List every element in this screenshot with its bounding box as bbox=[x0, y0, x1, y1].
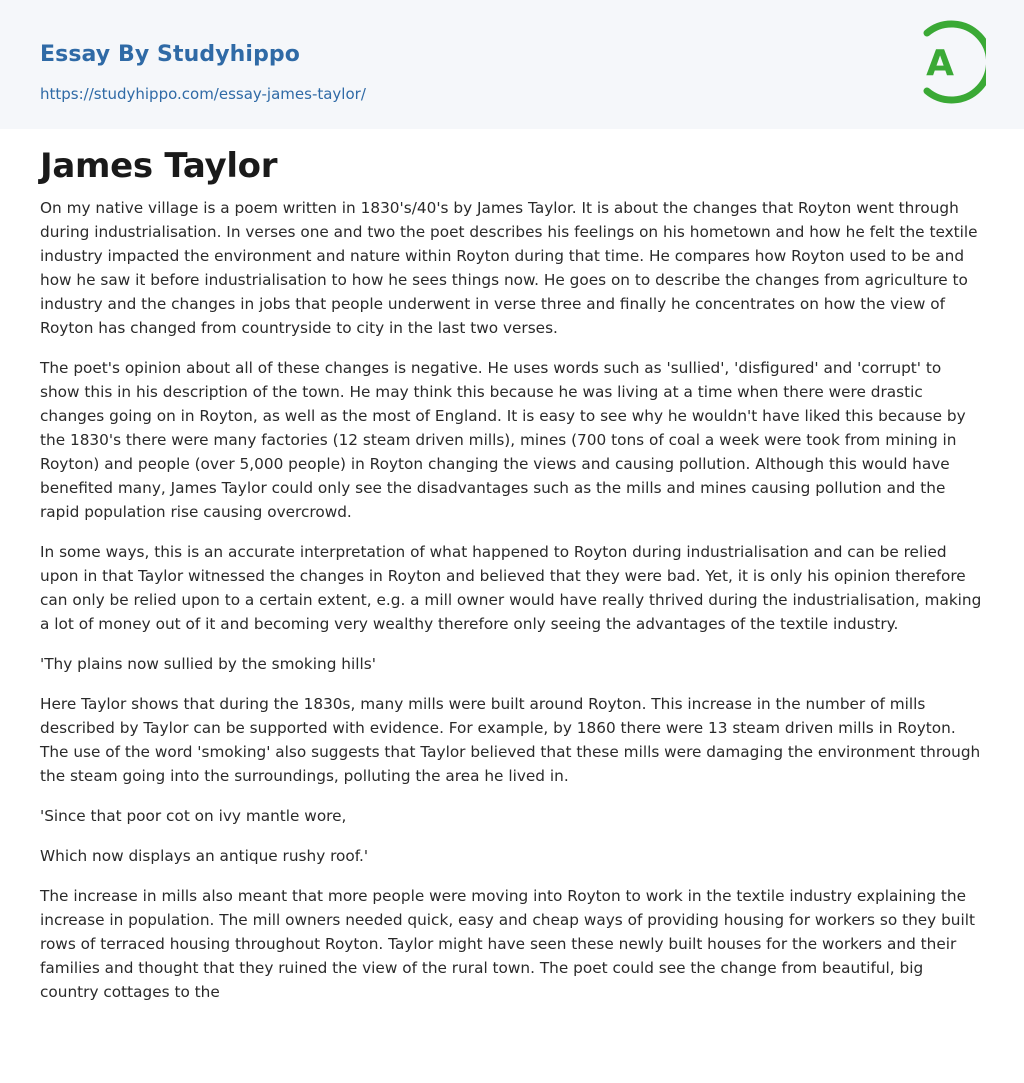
quote-line: 'Thy plains now sullied by the smoking hills' bbox=[40, 655, 376, 673]
paragraph: In some ways, this is an accurate interpretation of what happened to Royton during industrialisation and can be relied upon in that Taylor witnessed the changes in Royton and believed that they were bad. Yet, it is only his opinion therefore can only be relied upon to a certain extent, e.g. a mill owner would have really thrived during the industrialisation, making a lot of money out of it and becoming very wealthy therefore only seeing the advantages of the textile industry. bbox=[40, 543, 982, 633]
paragraph: On my native village is a poem written in 1830's/40's by James Taylor. It is about the changes that Royton went through during industrialisation. In verses one and two the poet describes his feelings on his hometown and how he felt the textile industry impacted the environment and nature within Royton during that time. He compares how Royton used to be and how he saw it before industrialisation to how he sees things now. He goes on to describe the changes from agriculture to industry and the changes in jobs that people underwent in verse three and finally he concentrates on how the view of Royton has changed from countryside to city in the last two verses. bbox=[40, 199, 978, 337]
source-url-link[interactable]: https://studyhippo.com/essay-james-taylor/ bbox=[40, 85, 366, 103]
brand-title: Essay By Studyhippo bbox=[40, 42, 300, 67]
paragraph: The increase in mills also meant that more people were moving into Royton to work in the textile industry explaining the increase in population. The mill owners needed quick, easy and cheap ways of providing housing for workers so they built rows of terraced housing throughout Royton. Taylor might have seen these newly built houses for the workers and their families and thought that they ruined the view of the rural town. The poet could see the change from beautiful, big country cottages to the bbox=[40, 887, 975, 1001]
studyhippo-logo-icon[interactable] bbox=[912, 19, 986, 105]
logo-letter: A bbox=[926, 43, 954, 84]
paragraph: The poet's opinion about all of these changes is negative. He uses words such as 'sullied', 'disfigured' and 'corrupt' to show this in his description of the town. He may think this because he was living at a time when there were drastic changes going on in Royton, as well as the most of England. It is easy to see why he wouldn't have liked this because by the 1830's there were many factories (12 steam driven mills), mines (700 tons of coal a week were took from mining in Royton) and people (over 5,000 people) in Royton changing the views and causing pollution. Although this would have benefited many, James Taylor could only see the disadvantages such as the mills and mines causing pollution and the rapid population rise causing overcrowd. bbox=[40, 359, 966, 521]
quote-line: Which now displays an antique rushy roof.' bbox=[40, 847, 369, 865]
paragraph: Here Taylor shows that during the 1830s, many mills were built around Royton. This increase in the number of mills described by Taylor can be supported with evidence. For example, by 1860 there were 13 steam driven mills in Royton. The use of the word 'smoking' also suggests that Taylor believed that these mills were damaging the environment through the steam going into the surroundings, polluting the area he lived in. bbox=[40, 695, 981, 785]
quote-line: 'Since that poor cot on ivy mantle wore, bbox=[40, 807, 347, 825]
page-title: James Taylor bbox=[40, 146, 278, 186]
article-body bbox=[40, 196, 984, 1020]
page-header bbox=[0, 0, 1024, 129]
